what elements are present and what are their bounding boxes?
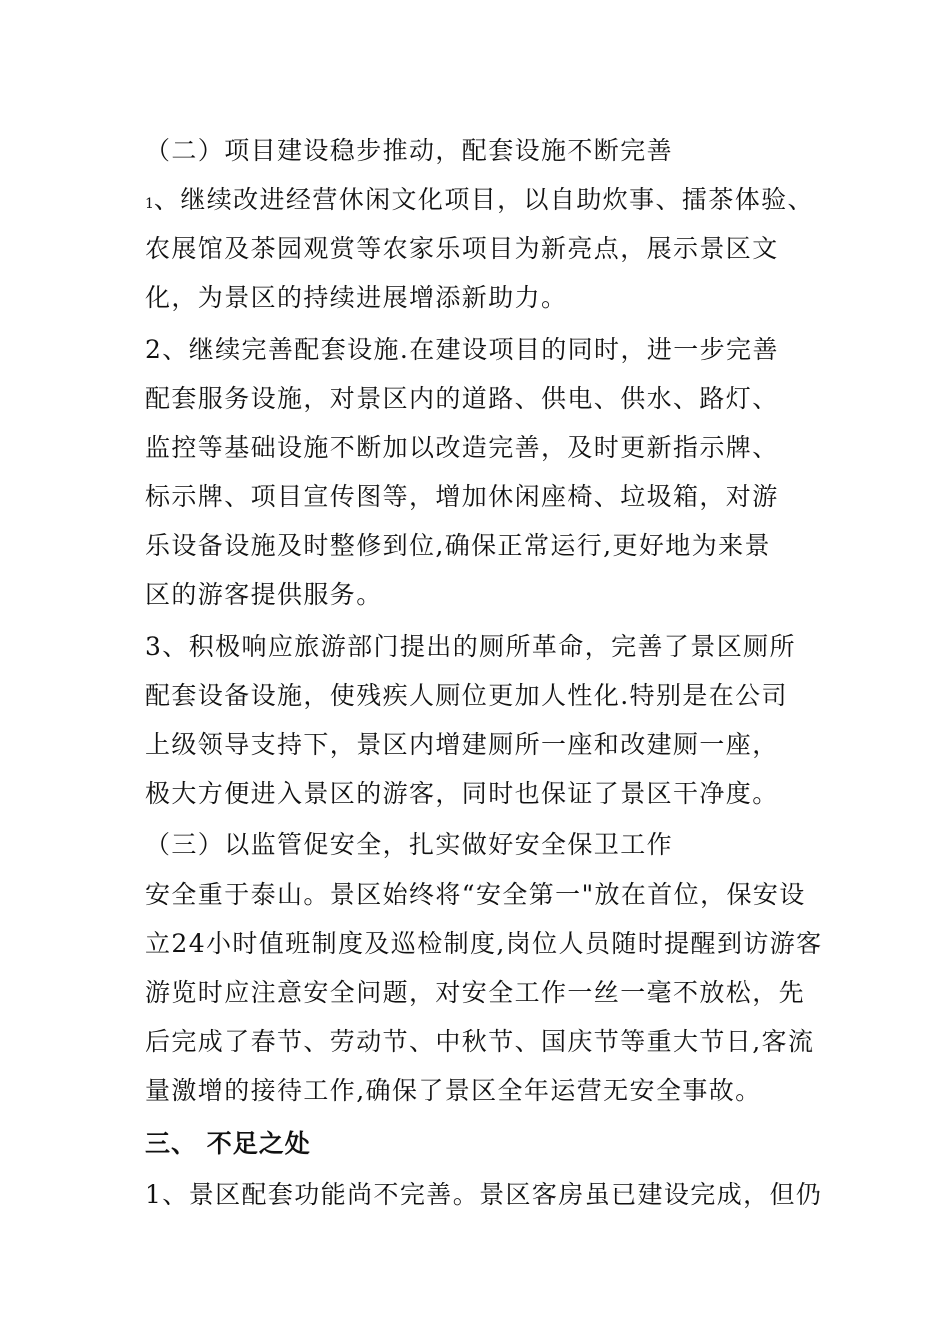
- paragraph-line: 量激增的接待工作,确保了景区全年运营无安全事故。: [145, 1076, 762, 1105]
- list-number: 1: [145, 196, 154, 212]
- paragraph-line: 标示牌、项目宣传图等，增加休闲座椅、垃圾箱，对游: [145, 482, 779, 511]
- paragraph-line: 1、景区配套功能尚不完善。景区客房虽已建设完成，但仍: [145, 1180, 823, 1209]
- section-heading-3: （三）以监管促安全，扎实做好安全保卫工作: [145, 830, 674, 859]
- paragraph-line: 极大方便进入景区的游客，同时也保证了景区干净度。: [145, 779, 779, 808]
- paragraph-text: 、继续改进经营休闲文化项目，以自助炊事、擂茶体验、: [153, 185, 814, 214]
- paragraph-line: 配套服务设施，对景区内的道路、供电、供水、路灯、: [145, 384, 779, 413]
- paragraph-line: 区的游客提供服务。: [145, 580, 383, 609]
- paragraph-line: [145, 185, 814, 219]
- paragraph-line: 农展馆及茶园观赏等农家乐项目为新亮点，展示景区文: [145, 234, 779, 263]
- paragraph-line: 乐设备设施及时整修到位,确保正常运行,更好地为来景: [145, 531, 771, 560]
- paragraph-line: 监控等基础设施不断加以改造完善，及时更新指示牌、: [145, 433, 779, 462]
- paragraph-line: 安全重于泰山。景区始终将“安全第一"放在首位，保安设: [145, 880, 806, 909]
- paragraph-line: 3、积极响应旅游部门提出的厕所革命，完善了景区厕所: [145, 632, 796, 661]
- section-heading-2: （二）项目建设稳步推动，配套设施不断完善: [145, 136, 674, 165]
- paragraph-line: 配套设备设施，使残疾人厕位更加人性化.特别是在公司: [145, 681, 788, 710]
- paragraph-line: 游览时应注意安全问题，对安全工作一丝一毫不放松，先: [145, 978, 806, 1007]
- paragraph-line: 后完成了春节、劳动节、中秋节、国庆节等重大节日,客流: [145, 1027, 815, 1056]
- chapter-heading-shortcomings: 三、 不足之处: [145, 1129, 311, 1158]
- paragraph-line: 2、继续完善配套设施.在建设项目的同时，进一步完善: [145, 335, 779, 364]
- paragraph-line: 立24小时值班制度及巡检制度,岗位人员随时提醒到访游客: [145, 929, 823, 958]
- paragraph-line: 上级领导支持下，景区内增建厕所一座和改建厕一座，: [145, 730, 779, 759]
- paragraph-line: 化，为景区的持续进展增添新助力。: [145, 283, 568, 312]
